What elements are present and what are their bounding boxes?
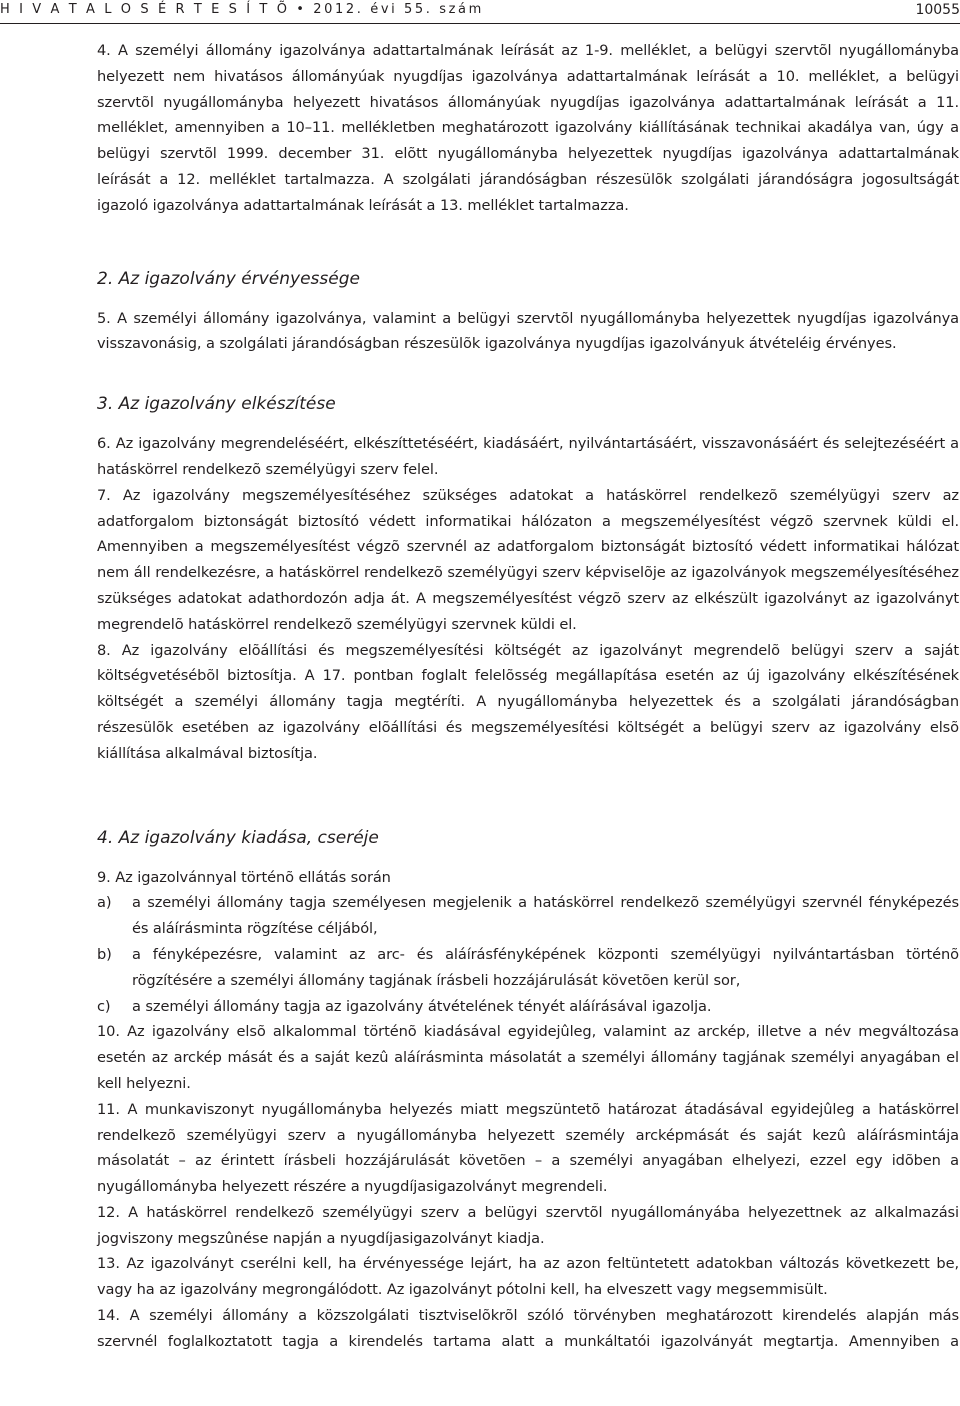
list-marker-a: a) bbox=[97, 894, 112, 912]
header-rule bbox=[0, 23, 960, 24]
paragraph-10: 10. Az igazolvány elsõ alkalommal történõ kiadásával egyidejûleg, valamint az arckép, illetve a név megváltozása esetén az arckép mását és a saját kezû aláírásminta másolatát a személyi állomány tagjának személyi anyagában el kell helyezni. bbox=[97, 1023, 959, 1092]
paragraph-7: 7. Az igazolvány megszemélyesítéséhez szükséges adatokat a hatáskörrel rendelkezõ személyügyi szerv az adatforgalom biztonságát biztosító védett informatikai hálózaton a megszemélyesítést végzõ szervnek küldi el. Amennyiben a megszemélyesítést végzõ szervnél az adatforgalom biztonságát biztosító védett informatikai hálózat nem áll rendelkezésre, a hatáskörrel rendelkezõ személyügyi szerv képviselõje az igazolványok megszemélyesítéséhez szükséges adatokat adathordozón adja át. A megszemélyesítést végzõ szerv az elkészült igazolványt az igazolványt megrendelõ hatáskörrel rendelkezõ személyügyi szervnek küldi el. bbox=[97, 486, 959, 633]
paragraph-8: 8. Az igazolvány elõállítási és megszemélyesítési költségét az igazolványt megrendelõ belügyi szerv a saját költségvetésébõl biztosítja. A 17. pontban foglalt felelõsség megállapítása esetén az új igazolvány elkészítésének költségét a személyi állomány tagja megtéríti. A nyugállományba helyezettek és a szolgálati járandóságban részesülõk esetében az igazolvány elõállítási és megszemélyesítési költségét a belügyi szerv az igazolvány elsõ kiállítása alkalmával biztosítja. bbox=[97, 641, 959, 762]
list-text-a: a személyi állomány tagja személyesen megjelenik a hatáskörrel rendelkezõ személyügyi szervnél fényképezés és aláírásminta rögzítése céljából, bbox=[132, 894, 959, 938]
paragraph-14: 14. A személyi állomány a közszolgálati tisztviselõkrõl szóló törvényben meghatározott kirendelés alapján más szervnél foglalkoztatott tagja a kirendelés tartama alatt a munkáltatói igazolványát megtartja. Amennyiben a bbox=[97, 1307, 959, 1350]
paragraph-4: 4. A személyi állomány igazolványa adattartalmának leírását az 1-9. melléklet, a belügyi szervtõl nyugállományba helyezett nem hivatásos állományúak nyugdíjas igazolványa adattartalmának leírását a 10. melléklet, a belügyi szervtõl nyugállományba helyezett hivatásos állományúak nyugdíjas igazolványa adattartalmának leírását a 11. melléklet, amennyiben a 10–11. mellékletben meghatározott igazolvány kiállításának technikai akadálya van, úgy a belügyi szervtõl 1999. december 31. elõtt nyugállományba helyezettek nyugdíjas igazolványa adattartalmának leírását a 12. melléklet tartalmazza. A szolgálati járandóságban részesülõk szolgálati járandóságra jogosultságát igazoló igazolványa adattartalmának leírását a 13. melléklet tartalmazza. bbox=[97, 42, 959, 214]
paragraph-9: 9. Az igazolvánnyal történõ ellátás során bbox=[97, 868, 391, 886]
paragraph-6: 6. Az igazolvány megrendeléséért, elkészíttetéséért, kiadásáért, nyilvántartásáért, visszavonásáért és selejtezéséért a hatáskörrel rendelkezõ személyügyi szerv felel. bbox=[97, 435, 959, 478]
list-item-a bbox=[97, 890, 959, 942]
list-marker-b: b) bbox=[97, 945, 112, 963]
section-heading-3: 3. Az igazolvány elkészítése bbox=[97, 394, 336, 415]
paragraph-13: 13. Az igazolványt cserélni kell, ha érvényessége lejárt, ha az azon feltüntetett adatokban változás következett be, vagy ha az igazolvány megrongálódott. Az igazolványt pótolni kell, ha elveszett vagy megsemmisült. bbox=[97, 1255, 959, 1299]
list-text-b: a fényképezésre, valamint az arc- és aláírásfényképének központi személyügyi nyilvántartásban történõ rögzítésére a személyi állomány tagjának írásbeli hozzájárulását követõen kerül sor, bbox=[132, 945, 959, 989]
page-number: 10055 bbox=[915, 2, 960, 18]
publication-title: H I V A T A L O S É R T E S Í T Õ • 2012. évi 55. szám bbox=[0, 2, 484, 17]
paragraph-11: 11. A munkaviszonyt nyugállományba helyezés miatt megszüntetõ határozat átadásával egyidejûleg a hatáskörrel rendelkezõ személyügyi szerv a nyugállományba helyezett személy arcképmását és saját kezû aláírásmintája másolatát – az érintett írásbeli hozzájárulását követõen – a személyi anyagában elhelyezi, ezzel egy idõben a nyugállományba helyezett részére a nyugdíjasigazolványt megrendeli. bbox=[97, 1100, 959, 1196]
list-item-c bbox=[97, 994, 959, 1020]
list-text-c: a személyi állomány tagja az igazolvány átvételének tényét aláírásával igazolja. bbox=[132, 997, 712, 1015]
paragraph-12: 12. A hatáskörrel rendelkezõ személyügyi szerv a belügyi szervtõl nyugállományába helyezettnek az alkalmazási jogviszony megszûnése napján a nyugdíjasigazolványt kiadja. bbox=[97, 1203, 959, 1247]
section-heading-4: 4. Az igazolvány kiadása, cseréje bbox=[97, 827, 379, 848]
page-header bbox=[0, 0, 960, 24]
document-body bbox=[97, 38, 959, 1355]
list-item-b bbox=[97, 942, 959, 994]
paragraph-5: 5. A személyi állomány igazolványa, valamint a belügyi szervtõl nyugállományba helyezettek nyugdíjas igazolványa visszavonásig, a szolgálati járandóságban részesülõk igazolványa nyugdíjas igazolványuk átvételéig érvényes. bbox=[97, 309, 959, 353]
list-marker-c: c) bbox=[97, 997, 111, 1015]
section-heading-2: 2. Az igazolvány érvényessége bbox=[97, 268, 360, 289]
